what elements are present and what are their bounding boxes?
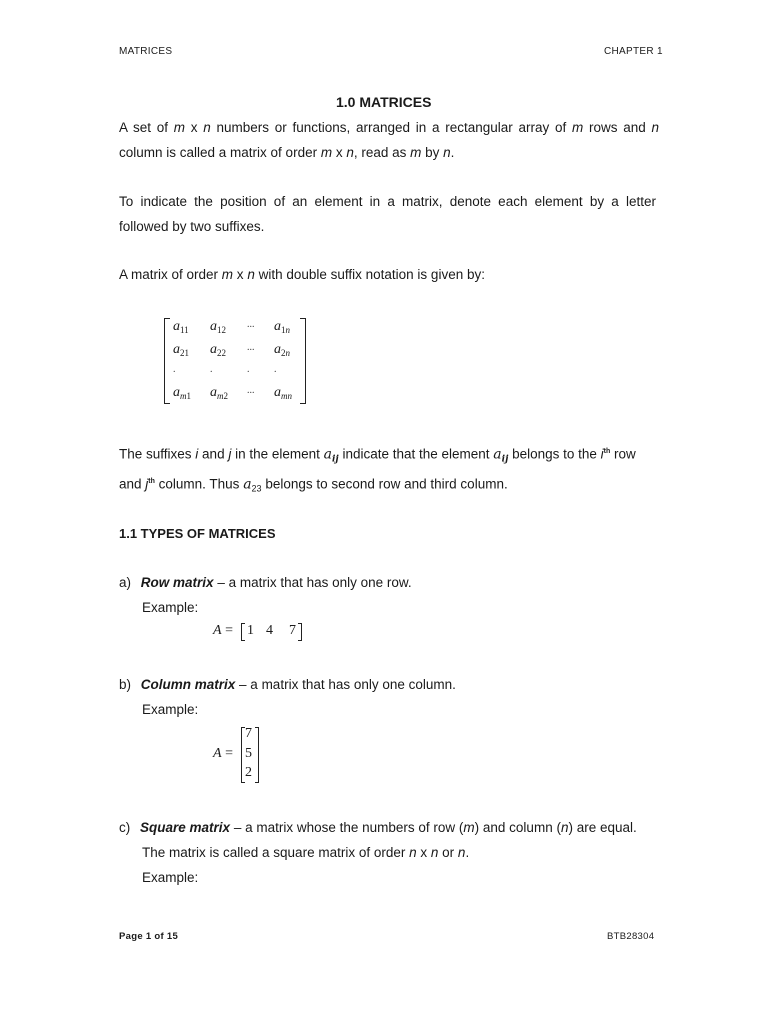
matrix-element: $a_{m2}$: [210, 385, 228, 401]
matrix-element: .: [247, 364, 250, 375]
page-number: Page 1 of 15: [119, 931, 179, 942]
list-item-row-matrix: a) Row matrix – a matrix that has only one row.: [119, 575, 412, 590]
row-value: 1: [247, 623, 254, 638]
matrix-element: ...: [247, 319, 255, 330]
row-right-bracket: [298, 623, 302, 641]
example-label: Example:: [142, 870, 199, 885]
matrix-right-bracket: [300, 318, 306, 404]
matrix-element: $a_{mn}$: [274, 385, 292, 401]
matrix-element: $a_{22}$: [210, 342, 226, 358]
column-value: 5: [245, 746, 252, 761]
list-item-square-matrix: c) Square matrix – a matrix whose the numbers of row (m) and column (n) are equal. The matrix is called a square matrix of order n x n or n. Example:: [119, 815, 659, 890]
column-value: 2: [245, 765, 252, 780]
column-value: 7: [245, 726, 252, 741]
row-value: 7: [289, 623, 296, 638]
paragraph-suffixes: The suffixes i and j in the element $a_{ij}$ indicate that the element $a_{ij}$ belongs to the $i^{th}$ row and $j^{th}$ column. Thus $a_{23}$ belongs to second row and third column.: [119, 446, 636, 494]
matrix-element: $a_{2n}$: [274, 342, 290, 358]
column-matrix-example: A = 7 5 2: [213, 726, 273, 784]
matrix-element: .: [210, 364, 213, 375]
paragraph-notation: A matrix of order m x n with double suffix notation is given by:: [119, 267, 485, 282]
matrix-element: .: [274, 364, 277, 375]
matrix-element: $a_{m1}$: [173, 385, 191, 401]
course-code: BTB28304: [607, 931, 655, 942]
general-matrix: [164, 318, 306, 406]
section-heading: 1.1 TYPES OF MATRICES: [119, 526, 276, 541]
paragraph-position: To indicate the position of an element in a matrix, denote each element by a letter followed by two suffixes.: [119, 194, 656, 234]
column-right-bracket: [255, 727, 259, 783]
matrix-element: ...: [247, 385, 255, 396]
row-left-bracket: [241, 623, 245, 641]
running-header-right: CHAPTER 1: [604, 46, 663, 57]
matrix-element: $a_{11}$: [173, 319, 189, 335]
paragraph-definition: A set of m x n numbers or functions, arranged in a rectangular array of m rows and n column is called a matrix of order m x n, read as m by n.: [119, 120, 659, 160]
example-label: Example:: [142, 600, 199, 615]
list-item-column-matrix: b) Column matrix – a matrix that has only one column.: [119, 677, 456, 692]
running-header-left: MATRICES: [119, 46, 173, 57]
example-label: Example:: [142, 702, 199, 717]
matrix-element: $a_{21}$: [173, 342, 189, 358]
row-value: 4: [266, 623, 273, 638]
matrix-element: $a_{12}$: [210, 319, 226, 335]
matrix-element: $a_{1n}$: [274, 319, 290, 335]
matrix-left-bracket: [164, 318, 170, 404]
row-matrix-example: A = 1 4 7: [213, 620, 323, 644]
page-title: 1.0 MATRICES: [336, 94, 432, 110]
matrix-element: .: [173, 364, 176, 375]
matrix-element: ...: [247, 342, 255, 353]
